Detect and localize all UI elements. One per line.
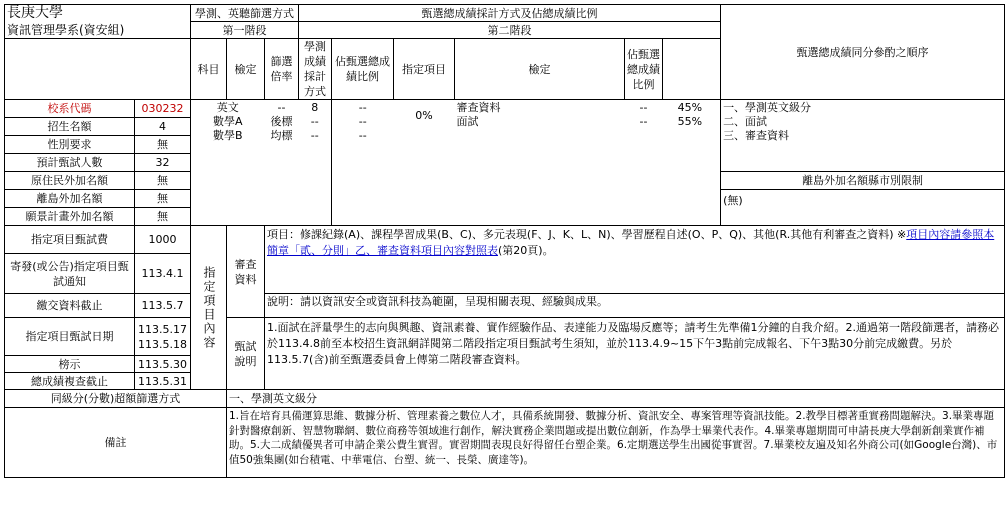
interview-label-cell — [227, 318, 265, 390]
date-label-exam: 指定項目甄試日期 — [5, 318, 135, 356]
ratio-3: -- — [310, 129, 319, 142]
interview-text: 1.面試在評量學生的志向與興趣、資訊素養、實作經驗作品、表達能力及臨場反應等；請考生先準備1分鐘的自我介紹。2.通過第一階段篩選者，請務必於113.4.8前至本校招生資訊網詳閱第二階段指定項目甄試考生須知，並於113.4.9~15下午3點前完成報名、下午3點30分前完成繳費。另於113.5.7(含)前至甄選委員會上傳第二階段審查資料。 — [265, 318, 1005, 390]
dept-name: 資訊管理學系(資安組) — [7, 23, 125, 37]
tie-title: 甄選總成績同分參酌之順序 — [721, 5, 1005, 100]
first-subjects — [191, 100, 265, 226]
col-item: 指定項目 — [394, 39, 455, 100]
item-interview: 面試 — [456, 115, 479, 128]
date-value-recheck: 113.5.31 — [135, 373, 191, 390]
first-ratios — [299, 100, 332, 226]
info-value: 32 — [135, 154, 191, 172]
tie-3: 三、審查資料 — [723, 129, 790, 142]
review-items-prefix: 項目： — [267, 228, 300, 241]
check-2: 後標 — [270, 115, 293, 128]
subject-1: 英文 — [216, 101, 239, 114]
date-label-submit: 繳交資料截止 — [5, 294, 135, 318]
tie-2: 二、面試 — [723, 115, 768, 128]
info-value-code: 030232 — [135, 100, 191, 118]
date-label-fee: 指定項目甄試費 — [5, 226, 135, 254]
col-check: 檢定 — [227, 39, 265, 100]
col-exam-score: 學測成績採計方式 — [299, 39, 332, 100]
info-label: 離島外加名額 — [5, 190, 135, 208]
review-label: 審查資料 — [234, 257, 257, 286]
item-review: 審查資料 — [456, 101, 501, 114]
info-label: 願景計畫外加名額 — [5, 208, 135, 226]
remarks-text: 1.旨在培育具備運算思維、數據分析、管理素養之數位人才，具備系統開發、數據分析、資訊安全、專案管理等資訊技能。2.教學目標著重實務問題解決。3.畢業專題針對醫療創新、智慧物聯網、數位商務等領域進行創作，解決實務企業問題或提出數位創新，作為學士畢業代表作。4.畢業專題期間可申請長庚大學創新創業實作補助。5.大二成績優異者可申請企業公費生實習。實習期間表現良好得留任台塑企業。6.定期選送學生出國從事實習。7.畢業校友遍及知名外商公司(如Google台灣)、市值50強集團(如台積電、中華電信、台塑、統一、長榮、廣達等)。 — [227, 408, 1005, 478]
review-note-suffix: (第20頁)。 — [498, 244, 554, 257]
item-pct-2: 55% — [677, 115, 703, 128]
info-label: 預計甄試人數 — [5, 154, 135, 172]
item-check-2: -- — [639, 115, 648, 128]
date-label-notice: 寄發(或公告)指定項目甄試通知 — [5, 254, 135, 294]
interview-label: 甄試說明 — [234, 339, 257, 368]
info-value: 4 — [135, 118, 191, 136]
school-cell — [5, 5, 191, 39]
first-checks — [265, 100, 299, 226]
total-ratio-value: 0% — [415, 109, 433, 122]
date-label-recheck: 總成績複查截止 — [5, 373, 135, 390]
item-check-1: -- — [639, 101, 648, 114]
review-desc: 請以資訊安全或資訊科技為範圍，呈現相關表現、經驗與成果。 — [300, 295, 608, 308]
exam-score-2: -- — [358, 115, 367, 128]
tie-order — [721, 100, 1005, 172]
review-desc-prefix: 說明： — [267, 295, 300, 308]
second-item-checks — [625, 100, 663, 226]
info-label: 原住民外加名額 — [5, 172, 135, 190]
tie-1: 一、學測英文級分 — [723, 101, 812, 114]
island-limit-value: (無) — [721, 190, 1005, 226]
date-value-notice: 113.4.1 — [135, 254, 191, 294]
item-pct-1: 45% — [677, 101, 703, 114]
col-subject: 科目 — [191, 39, 227, 100]
designated-side-label: 指定項目內容 — [202, 265, 216, 350]
date-value-result: 113.5.30 — [135, 356, 191, 373]
review-desc-cell — [265, 294, 1005, 318]
col-total-ratio: 佔甄選總成績比例 — [332, 39, 394, 100]
date-value-submit: 113.5.7 — [135, 294, 191, 318]
review-note-prefix: ※ — [897, 228, 907, 241]
designated-side — [191, 226, 227, 390]
second-exam-score — [332, 100, 394, 226]
first-exam-title: 學測、英聽篩選方式 — [191, 5, 299, 22]
exam-date-2: 113.5.18 — [138, 337, 187, 351]
second-item-pcts — [663, 100, 721, 226]
over-quota-label: 同級分(分數)超額篩選方式 — [5, 390, 227, 408]
date-values-exam — [135, 318, 191, 356]
island-limit-title: 離島外加名額縣市別限制 — [721, 172, 1005, 190]
col-check2: 檢定 — [455, 39, 625, 100]
info-value: 無 — [135, 136, 191, 154]
info-label: 招生名額 — [5, 118, 135, 136]
exam-score-3: -- — [358, 129, 367, 142]
ratio-2: -- — [310, 115, 319, 128]
admission-table — [4, 4, 1005, 478]
col-ratio: 篩選倍率 — [265, 39, 299, 100]
review-note-link[interactable]: 項目內容請參照本簡章「貳、分則」乙、審查資料項目內容對照表 — [267, 228, 995, 257]
info-label: 性別要求 — [5, 136, 135, 154]
date-label-result: 榜示 — [5, 356, 135, 373]
exam-score-1: -- — [358, 101, 367, 114]
second-items — [455, 100, 625, 226]
review-label-cell — [227, 226, 265, 318]
col-pct: 佔甄選總成績比例 — [625, 39, 663, 100]
school-name: 長庚大學 — [7, 5, 63, 21]
check-3: 均標 — [270, 129, 293, 142]
ratio-1: 8 — [311, 101, 319, 114]
date-value-fee: 1000 — [135, 226, 191, 254]
info-label-code: 校系代碼 — [5, 100, 135, 118]
second-stage-label: 第二階段 — [299, 22, 721, 39]
second-total-ratio — [394, 100, 455, 226]
info-value: 無 — [135, 172, 191, 190]
score-method-title: 甄選總成績採計方式及佔總成績比例 — [299, 5, 721, 22]
check-1: -- — [277, 101, 286, 114]
first-stage-label: 第一階段 — [191, 22, 299, 39]
over-quota-value: 一、學測英文級分 — [227, 390, 1005, 408]
review-items: 修課紀錄(A)、課程學習成果(B、C)、多元表現(F、J、K、L、N)、學習歷程自述(O、P、Q)、其他(R.其他有利審查之資料) — [300, 228, 894, 241]
info-value: 無 — [135, 208, 191, 226]
review-items-cell — [265, 226, 1005, 294]
info-value: 無 — [135, 190, 191, 208]
exam-date-1: 113.5.17 — [138, 322, 187, 336]
subject-3: 數學B — [212, 129, 243, 142]
subject-2: 數學A — [212, 115, 243, 128]
remarks-label: 備註 — [5, 408, 227, 478]
